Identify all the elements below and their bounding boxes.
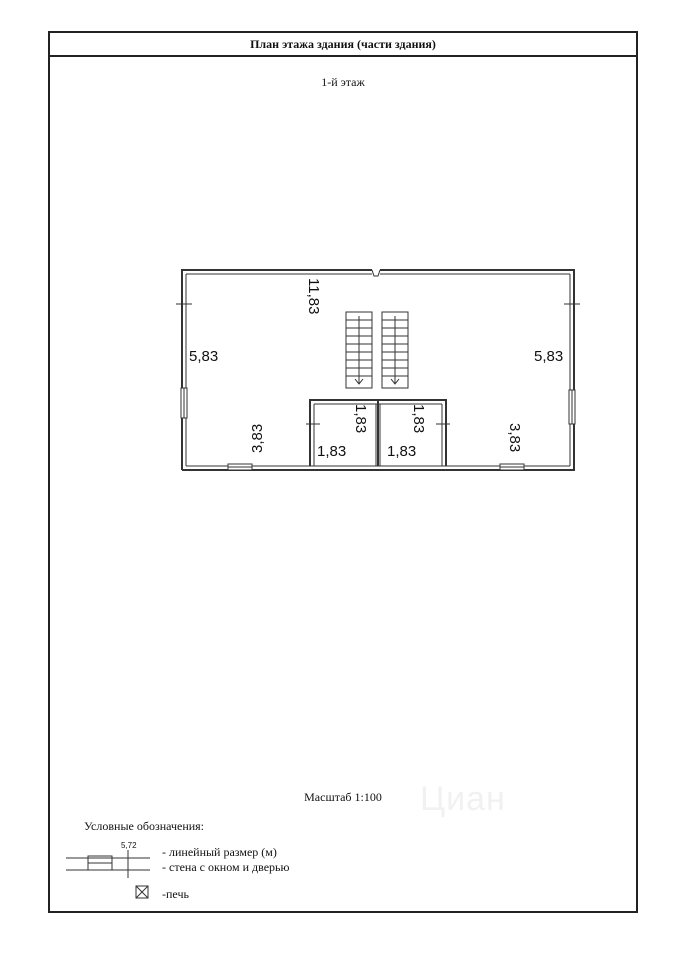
- floor-label: 1-й этаж: [321, 75, 365, 89]
- legend-linear-size-symbol: [66, 841, 150, 878]
- watermark: Циан: [420, 780, 506, 818]
- legend-stove: -печь: [162, 887, 189, 901]
- sheet-title: План этажа здания (части здания): [50, 33, 636, 57]
- dimension-right-small-depth: 1,83: [410, 404, 427, 434]
- stairs-left: [346, 312, 372, 388]
- legend-sample-value: 5,72: [121, 841, 137, 850]
- stairs-right: [382, 312, 408, 388]
- dimension-left-small-depth: 1,83: [352, 404, 369, 434]
- scale-label: Масштаб 1:100: [304, 790, 382, 804]
- dimension-left-room-depth: 3,83: [249, 423, 266, 453]
- legend-wall-window-door: - стена с окном и дверью: [162, 860, 290, 874]
- legend-linear-size: - линейный размер (м): [162, 845, 277, 859]
- dimension-right-room-depth: 3,83: [506, 423, 523, 453]
- dimension-left-small-width: 1,83: [317, 443, 347, 460]
- stove-icon: [136, 886, 148, 898]
- legend-title: Условные обозначения:: [84, 819, 205, 833]
- dimension-right-room-width: 5,83: [534, 348, 564, 365]
- dimension-left-room-width: 5,83: [189, 348, 219, 365]
- dimension-overall-length: 11,83: [305, 278, 322, 315]
- dimension-right-small-width: 1,83: [387, 443, 417, 460]
